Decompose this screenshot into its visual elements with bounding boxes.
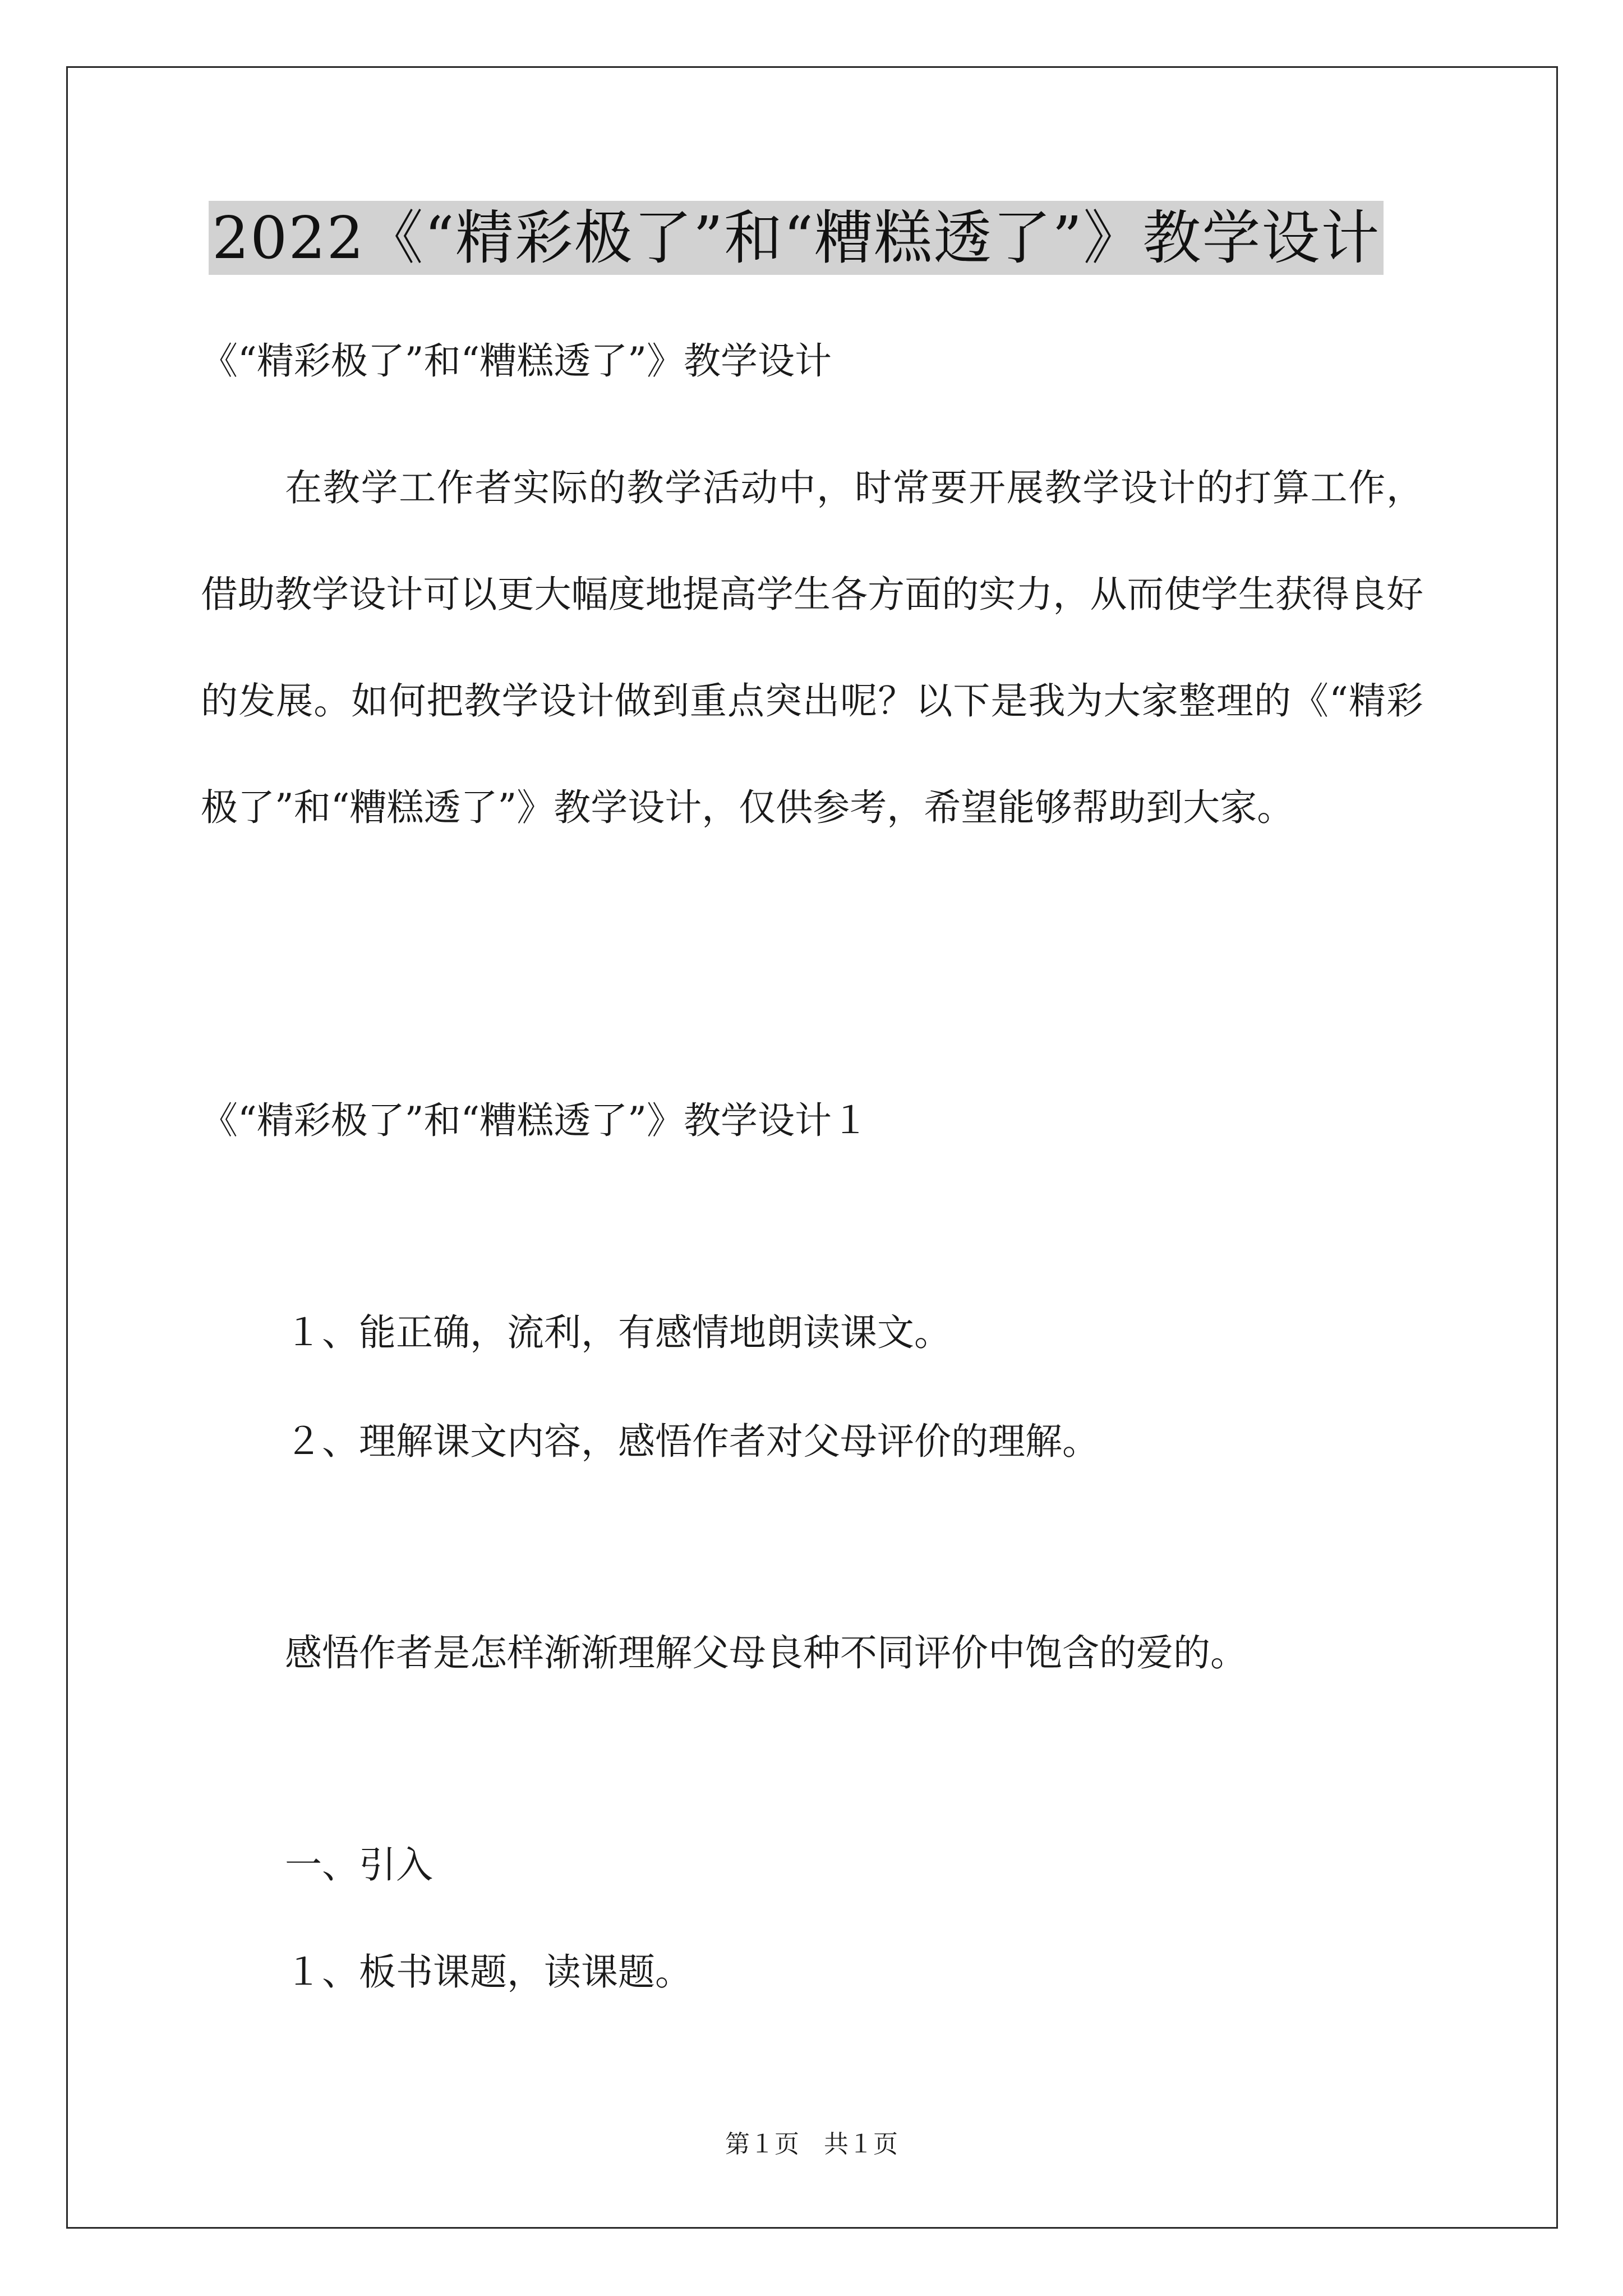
intro-paragraph <box>201 435 1423 861</box>
goal-item-1: １、能正确，流利，有感情地朗读课文。 <box>285 1311 951 1354</box>
intro-paragraph-text: 在教学工作者实际的教学活动中，时常要开展教学设计的打算工作，借助教学设计可以更大幅度地提高学生各方面的实力，从而使学生获得良好的发展。如何把教学设计做到重点突出呢？以下是我为大家整理的《“精彩极了”和“糟糕透了”》教学设计，仅供参考，希望能够帮助到大家。 <box>201 466 1423 829</box>
step-item-1: １、板书课题，读课题。 <box>285 1950 692 1994</box>
page-footer: 第１页 共１页 <box>725 2130 898 2159</box>
goal-item-2: ２、理解课文内容，感悟作者对父母评价的理解。 <box>285 1420 1099 1463</box>
key-point: 感悟作者是怎样渐渐理解父母良种不同评价中饱含的爱的。 <box>285 1631 1247 1674</box>
section-heading: 《“精彩极了”和“糟糕透了”》教学设计１ <box>201 1099 869 1142</box>
document-subtitle: 《“精彩极了”和“糟糕透了”》教学设计 <box>201 339 832 383</box>
step-heading: 一、引入 <box>285 1843 433 1887</box>
page-border <box>66 66 1558 2229</box>
document-title: 2022《“精彩极了”和“糟糕透了”》教学设计 <box>209 201 1384 275</box>
